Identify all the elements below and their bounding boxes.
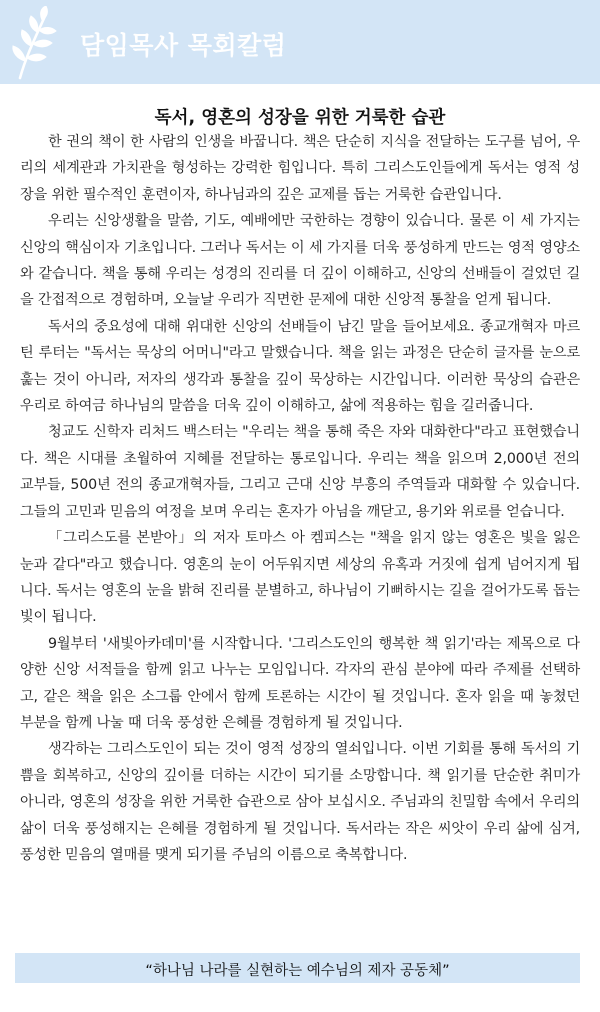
article-paragraph: 한 권의 책이 한 사람의 인생을 바꿉니다. 책은 단순히 지식을 전달하는 도구를 넘어, 우리의 세계관과 가치관을 형성하는 강력한 힘입니다. 특히 그리스도인들에게 독서는 영적 성장을 위한 필수적인 훈련이자, 하나님과의 깊은 교제를 돕는 거룩한 습관입니다. bbox=[20, 134, 580, 203]
article-paragraph: 「그리스도를 본받아」의 저자 토마스 아 켐피스는 "책을 읽지 않는 영혼은 빛을 잃은 눈과 같다"라고 했습니다. 영혼의 눈이 어두워지면 세상의 유혹과 거짓에 쉽게 넘어지게 됩니다. 독서는 영혼의 눈을 밝혀 진리를 분별하고, 하나님이 기뻐하시는 길을 걸어가도록 돕는 빛이 됩니다. bbox=[20, 530, 580, 626]
article-title: 독서, 영혼의 성장을 위한 거룩한 습관 bbox=[154, 108, 446, 128]
column-header bbox=[0, 0, 600, 84]
article-body bbox=[20, 129, 580, 868]
article-paragraph: 청교도 신학자 리처드 백스터는 "우리는 책을 통해 죽은 자와 대화한다"라고 표현했습니다. 책은 시대를 초월하여 지혜를 전달하는 통로입니다. 우리는 책을 읽으며 2,000년 전의 교부들, 500년 전의 종교개혁자들, 그리고 근대 신앙 부흥의 주역들과 대화할 수 있습니다. 그들의 고민과 믿음의 여정을 보며 우리는 혼자가 아님을 깨닫고, 용기와 위로를 얻습니다. bbox=[20, 424, 580, 520]
footer-motto: “하나님 나라를 실현하는 예수님의 제자 공동체” bbox=[145, 963, 450, 979]
leaf-branch-icon bbox=[6, 6, 70, 80]
article-paragraph: 독서의 중요성에 대해 위대한 신앙의 선배들이 남긴 말을 들어보세요. 종교개혁자 마르틴 루터는 "독서는 묵상의 어머니"라고 말했습니다. 책을 읽는 과정은 단순히 글자를 눈으로 훑는 것이 아니라, 저자의 생각과 통찰을 깊이 묵상하는 시간입니다. 이러한 묵상의 습관은 우리로 하여금 하나님의 말씀을 더욱 깊이 이해하고, 삶에 적용하는 힘을 길러줍니다. bbox=[20, 318, 580, 415]
article-paragraph: 9월부터 '새빛아카데미'를 시작합니다. '그리스도인의 행복한 책 읽기'라는 제목으로 다양한 신앙 서적들을 함께 읽고 나누는 모임입니다. 각자의 관심 분야에 따라 주제를 선택하고, 같은 책을 읽은 소그룹 안에서 함께 토론하는 시간이 될 것입니다. 혼자 읽을 때 놓쳤던 부분을 함께 나눌 때 더욱 풍성한 은혜를 경험하게 될 것입니다. bbox=[20, 635, 580, 731]
article-paragraph: 생각하는 그리스도인이 되는 것이 영적 성장의 열쇠입니다. 이번 기회를 통해 독서의 기쁨을 회복하고, 신앙의 깊이를 더하는 시간이 되기를 소망합니다. 책 읽기를 단순한 취미가 아니라, 영혼의 성장을 위한 거룩한 습관으로 삼아 보십시오. 주님과의 친밀함 속에서 우리의 삶이 더욱 풍성해지는 은혜를 경험하게 될 것입니다. 독서라는 작은 씨앗이 우리 삶에 심겨, 풍성한 믿음의 열매를 맺게 되기를 주님의 이름으로 축복합니다. bbox=[20, 741, 580, 863]
footer-banner bbox=[15, 953, 580, 983]
column-header-title: 담임목사 목회칼럼 bbox=[80, 31, 287, 60]
article-paragraph: 우리는 신앙생활을 말씀, 기도, 예배에만 국한하는 경향이 있습니다. 물론 이 세 가지는 신앙의 핵심이자 기초입니다. 그러나 독서는 이 세 가지를 더욱 풍성하게 만드는 영적 영양소와 같습니다. 책을 통해 우리는 성경의 진리를 더 깊이 이해하고, 신앙의 선배들이 걸었던 길을 간접적으로 경험하며, 오늘날 우리가 직면한 문제에 대한 신앙적 통찰을 얻게 됩니다. bbox=[20, 213, 580, 309]
